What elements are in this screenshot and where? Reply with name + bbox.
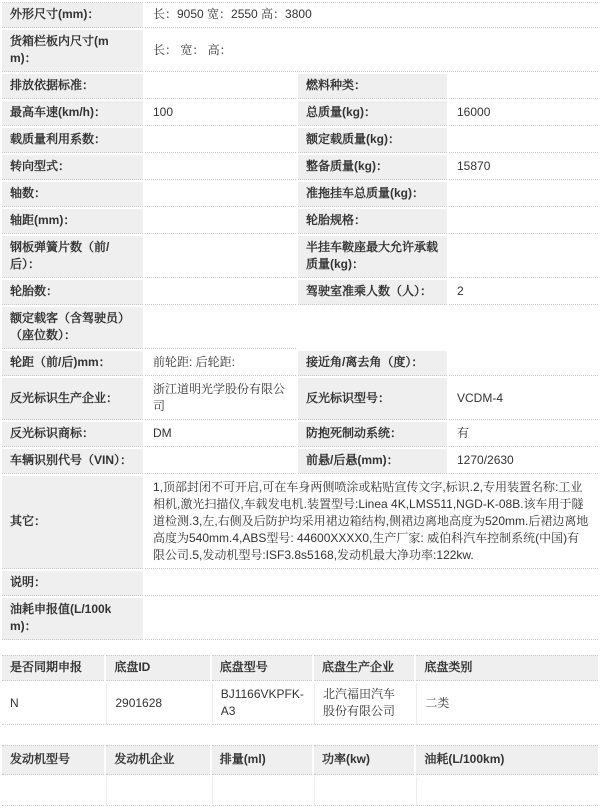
spec-label-cell: 反光标识型号： (298, 378, 447, 420)
chassis-data-cell: BJ1166VKPFK-A3 (212, 683, 312, 725)
spec-value-cell (145, 236, 296, 278)
engine-data-cell (314, 777, 414, 806)
spec-value-cell (145, 128, 296, 153)
spec-label-cell: 钢板弹簧片数（前/后）： (2, 236, 143, 278)
spec-row (2, 307, 598, 349)
spec-label-cell: 转向型式： (2, 155, 143, 180)
spec-label-cell: 额定载质量(kg)： (298, 128, 447, 153)
spec-label-cell: 燃料种类： (298, 74, 447, 99)
chassis-data-cell: 北汽福田汽车股份有限公司 (314, 683, 414, 725)
spec-row (2, 351, 598, 376)
spec-value-cell: 长： 宽： 高： (145, 30, 598, 72)
spec-label-cell: 说明： (2, 571, 143, 596)
engine-header-row (2, 745, 598, 775)
spec-row (2, 449, 598, 474)
chassis-data-cell: 二类 (416, 683, 598, 725)
spec-value-cell: 长：9050 宽：2550 高：3800 (145, 2, 598, 28)
spec-label-cell: 外形尺寸(mm)： (2, 2, 143, 28)
spec-value-cell (449, 351, 598, 376)
spec-value-cell: VCDM-4 (449, 378, 598, 420)
spec-value-cell (145, 449, 296, 474)
chassis-header-cell: 底盘类别 (416, 655, 598, 681)
spec-value-cell (449, 236, 598, 278)
engine-data-cell (2, 777, 104, 806)
spec-value-cell: 2 (449, 280, 598, 305)
spec-row (2, 571, 598, 596)
engine-header-cell: 功率(kw) (314, 745, 414, 775)
spec-value-cell (449, 74, 598, 99)
chassis-data-row (2, 683, 598, 725)
spec-value-cell: 15870 (449, 155, 598, 180)
spec-value-cell: 100 (145, 101, 296, 126)
engine-header-cell: 发动机企业 (106, 745, 209, 775)
spec-label-cell: 接近角/离去角（度）： (298, 351, 447, 376)
spec-value-cell (145, 307, 296, 349)
engine-data-cell (416, 777, 598, 806)
spec-value-cell (145, 209, 296, 234)
spec-label-cell: 驾驶室准乘人数（人）： (298, 280, 447, 305)
spec-value-cell (145, 182, 296, 207)
vehicle-spec-table-body (2, 2, 598, 640)
spec-value-cell: 16000 (449, 101, 598, 126)
spec-row (2, 598, 598, 640)
spec-label-cell: 前悬/后悬(mm)： (298, 449, 447, 474)
engine-header-cell: 油耗(L/100km) (416, 745, 598, 775)
chassis-data-cell: N (2, 683, 104, 725)
spec-label-cell: 准拖挂车总质量(kg)： (298, 182, 447, 207)
chassis-header-cell: 底盘生产企业 (314, 655, 414, 681)
spec-row (2, 30, 598, 72)
spec-value-cell (145, 155, 296, 180)
spec-label-cell: 总质量(kg)： (298, 101, 447, 126)
chassis-header-cell: 是否同期申报 (2, 655, 104, 681)
spec-label-cell: 最高车速(km/h)： (2, 101, 143, 126)
chassis-header-row (2, 655, 598, 681)
spec-row (2, 155, 598, 180)
spec-label-cell: 轮距（前/后)mm： (2, 351, 143, 376)
spec-label-cell: 载质量利用系数： (2, 128, 143, 153)
chassis-table-body (2, 655, 598, 725)
spec-label-cell: 轮胎规格： (298, 209, 447, 234)
chassis-data-cell: 2901628 (106, 683, 209, 725)
engine-table-body (2, 745, 598, 806)
spec-row (2, 422, 598, 447)
spec-row (2, 378, 598, 420)
spec-value-cell: DM (145, 422, 296, 447)
spec-label-cell: 防抱死制动系统： (298, 422, 447, 447)
spec-label-cell: 整备质量(kg)： (298, 155, 447, 180)
spec-value-cell: 1270/2630 (449, 449, 598, 474)
engine-table (0, 743, 600, 808)
spec-label-cell: 反光标识商标： (2, 422, 143, 447)
spec-value-cell (145, 598, 598, 640)
spec-value-cell (145, 74, 296, 99)
spec-label-cell: 额定载客（含驾驶员）（座位数）： (2, 307, 143, 349)
spec-row (2, 182, 598, 207)
spec-label-cell: 货箱栏板内尺寸(mm)： (2, 30, 143, 72)
spec-row (2, 236, 598, 278)
spec-row (2, 74, 598, 99)
spec-empty-area (298, 307, 598, 349)
engine-data-cell (106, 777, 209, 806)
spec-value-cell (145, 280, 296, 305)
spec-label-cell: 轮胎数： (2, 280, 143, 305)
spec-label-cell: 半挂车鞍座最大允许承载质量(kg)： (298, 236, 447, 278)
engine-header-cell: 排量(ml) (212, 745, 312, 775)
chassis-table (0, 653, 600, 727)
spec-row (2, 128, 598, 153)
spec-label-cell: 车辆识别代号（VIN）： (2, 449, 143, 474)
spec-value-cell (449, 209, 598, 234)
spec-value-cell: 1,顶部封闭不可开启,可在车身两侧喷涂或粘贴宣传文字,标识.2,专用装置名称:工业相机,激光扫描仪,车载发电机.装置型号:Linea 4K,LMS511,NGD-K-08B.该车用于隧道检测.3,左,右侧及后防护均采用裙边箱结构,侧裙边离地高度为520mm.后裙边离地高度为540mm.4,ABS型号: 44600XXXX0,生产厂家: 威伯科汽车控制系统(中国)有限公司.5,发动机型号:ISF3.8s5168,发动机最大净功率:122kw. (145, 476, 598, 569)
spec-row (2, 209, 598, 234)
spec-value-cell (449, 182, 598, 207)
spec-label-cell: 反光标识生产企业： (2, 378, 143, 420)
spec-value-cell: 前轮距: 后轮距: (145, 351, 296, 376)
chassis-header-cell: 底盘型号 (212, 655, 312, 681)
chassis-header-cell: 底盘ID (106, 655, 209, 681)
spec-label-cell: 轴距(mm)： (2, 209, 143, 234)
engine-header-cell: 发动机型号 (2, 745, 104, 775)
engine-data-row (2, 777, 598, 806)
spec-label-cell: 排放依据标准： (2, 74, 143, 99)
spec-row (2, 476, 598, 569)
spec-label-cell: 轴数： (2, 182, 143, 207)
spec-row (2, 280, 598, 305)
spec-row (2, 101, 598, 126)
spec-row (2, 2, 598, 28)
spec-value-cell: 有 (449, 422, 598, 447)
spec-label-cell: 油耗申报值(L/100km)： (2, 598, 143, 640)
spec-value-cell (449, 128, 598, 153)
spec-value-cell: 浙江道明光学股份有限公司 (145, 378, 296, 420)
spec-value-cell (145, 571, 598, 596)
spec-label-cell: 其它： (2, 476, 143, 569)
engine-data-cell (212, 777, 312, 806)
